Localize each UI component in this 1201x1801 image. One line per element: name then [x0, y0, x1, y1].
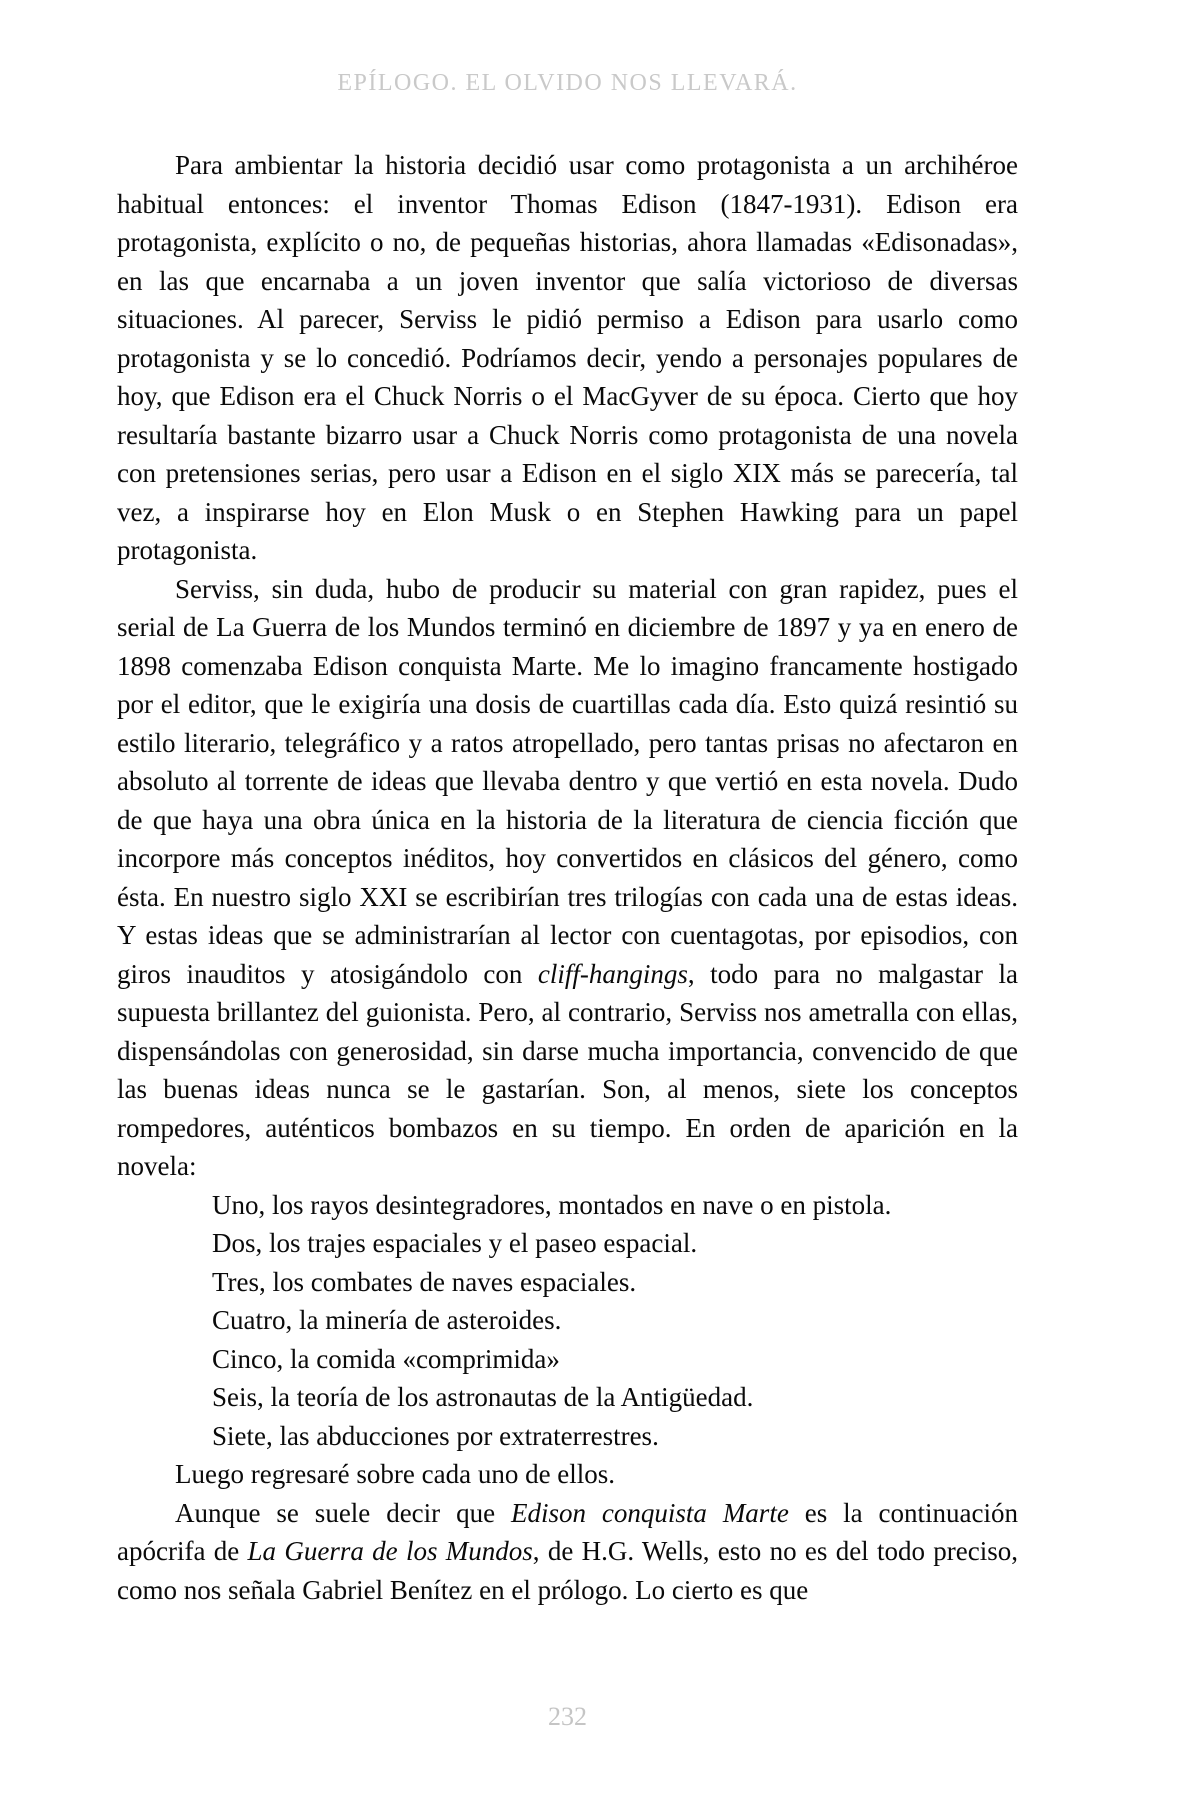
text-segment: Tres, los combates de naves espaciales.	[212, 1266, 637, 1297]
list-item	[212, 1263, 1018, 1302]
text-segment: es la continuación apócrifa de	[117, 1497, 1018, 1566]
text-segment: , de H.G. Wells, esto no es del todo preciso, como nos señala Gabriel Benítez en el prólogo. Lo cierto es que	[117, 1536, 1019, 1605]
text-segment: Siete, las abducciones por extraterrestres.	[212, 1420, 659, 1451]
text-segment: Seis, la teoría de los astronautas de la Antigüedad.	[212, 1382, 754, 1412]
paragraph	[117, 1455, 1018, 1494]
running-header: EPÍLOGO. EL OLVIDO NOS LLEVARÁ.	[337, 70, 798, 96]
italic-text-segment: Edison conquista Marte	[510, 1497, 789, 1528]
list-item	[212, 1378, 1018, 1417]
text-segment: Uno, los rayos desintegradores, montados en nave o en pistola.	[212, 1189, 892, 1220]
paragraph	[117, 146, 1018, 570]
text-segment: , todo para no malgastar la supuesta brillantez del guionista. Pero, al contrario, Serviss nos ametralla con ellas, dispensándolas con generosidad, sin darse mucha importancia, convencido de que las buenas ideas nunca se le gastarían. Son, al menos, siete los conceptos rompedores, auténticos bombazos en su tiempo. En orden de aparición en la novela:	[117, 958, 1018, 1181]
text-segment: Cinco, la comida «comprimida»	[212, 1343, 560, 1374]
paragraph	[117, 1494, 1018, 1610]
text-segment: Dos, los trajes espaciales y el paseo espacial.	[212, 1228, 698, 1258]
page-number: 232	[548, 1702, 587, 1731]
text-segment: Cuatro, la minería de asteroides.	[212, 1305, 562, 1335]
list-item	[212, 1224, 1018, 1263]
page-body	[117, 146, 1018, 1609]
text-segment: Aunque se suele decir que	[175, 1497, 511, 1528]
list-item	[212, 1340, 1018, 1379]
list-item	[212, 1301, 1018, 1340]
text-segment: Para ambientar la historia decidió usar como protagonista a un archihéroe habitual entonces: el inventor Thomas Edison (1847-1931). Edison era protagonista, explícito o no, de pequeñas historias, ahora llamadas «Edisonadas», en las que encarnaba a un joven inventor que salía victorioso de diversas situaciones. Al parecer, Serviss le pidió permiso a Edison para usarlo como protagonista y se lo concedió. Podríamos decir, yendo a personajes populares de hoy, que Edison era el Chuck Norris o el MacGyver de su época. Cierto que hoy resultaría bastante bizarro usar a Chuck Norris como protagonista de una novela con pretensiones serias, pero usar a Edison en el siglo XIX más se parecería, tal vez, a inspirarse hoy en Elon Musk o en Stephen Hawking para un papel protagonista.	[117, 150, 1018, 565]
paragraph	[117, 570, 1018, 1186]
text-segment: Serviss, sin duda, hubo de producir su material con gran rapidez, pues el serial de La Guerra de los Mundos terminó en diciembre de 1897 y ya en enero de 1898 comenzaba Edison conquista Marte. Me lo imagino francamente hostigado por el editor, que le exigiría una dosis de cuartillas cada día. Esto quizá resintió su estilo literario, telegráfico y a ratos atropellado, pero tantas prisas no afectaron en absoluto al torrente de ideas que llevaba dentro y que vertió en esta novela. Dudo de que haya una obra única en la historia de la literatura de ciencia ficción que incorpore más conceptos inéditos, hoy convertidos en clásicos del género, como ésta. En nuestro siglo XXI se escribirían tres trilogías con cada una de estas ideas. Y estas ideas que se administrarían al lector con cuentagotas, por episodios, con giros inauditos y atosigándolo con	[117, 573, 1018, 989]
italic-text-segment: cliff-hangings	[537, 958, 688, 989]
italic-text-segment: La Guerra de los Mundos	[247, 1536, 533, 1566]
text-segment: Luego regresaré sobre cada uno de ellos.	[175, 1459, 616, 1489]
list-item	[212, 1186, 1018, 1225]
list-item	[212, 1417, 1018, 1456]
